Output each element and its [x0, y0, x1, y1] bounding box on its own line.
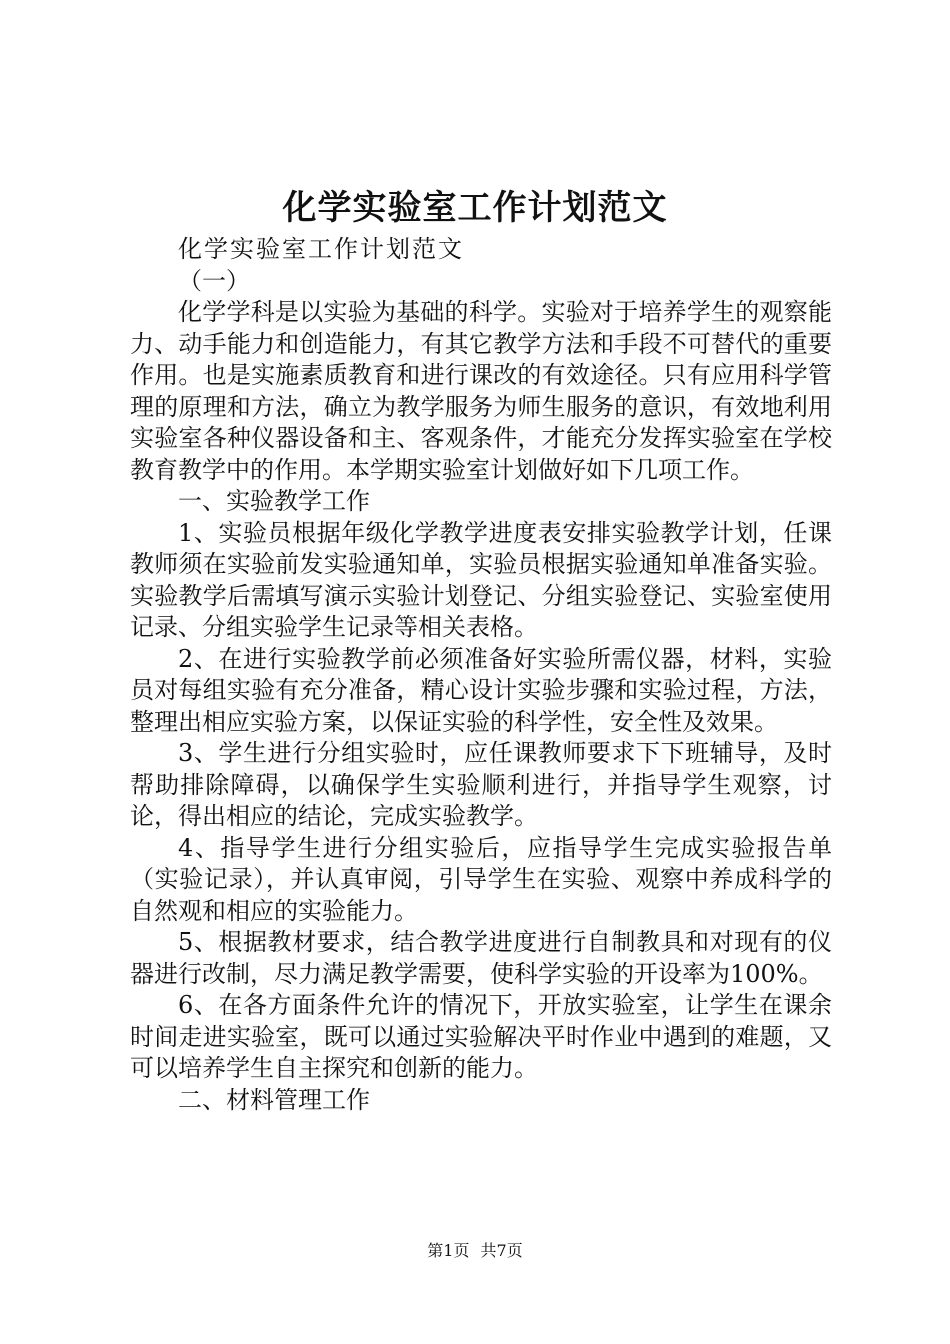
list-item-3: 3、学生进行分组实验时，应任课教师要求下下班辅导，及时帮助排除障碍，以确保学生实验顺利进行，并指导学生观察，讨论，得出相应的结论，完成实验教学。 [130, 739, 832, 830]
page-footer [0, 1240, 950, 1262]
intro-paragraph: 化学学科是以实验为基础的科学。实验对于培养学生的观察能力、动手能力和创造能力，有其它教学方法和手段不可替代的重要作用。也是实施素质教育和进行课改的有效途径。只有应用科学管理的原理和方法，确立为教学服务为师生服务的意识，有效地利用实验室各种仪器设备和主、客观条件，才能充分发挥实验室在学校教育教学中的作用。本学期实验室计划做好如下几项工作。 [130, 298, 832, 484]
list-item-6: 6、在各方面条件允许的情况下，开放实验室，让学生在课余时间走进实验室，既可以通过实验解决平时作业中遇到的难题，又可以培养学生自主探究和创新的能力。 [130, 991, 832, 1082]
list-item-4: 4、指导学生进行分组实验后，应指导学生完成实验报告单（实验记录），并认真审阅，引导学生在实验、观察中养成科学的自然观和相应的实验能力。 [130, 833, 832, 925]
section-heading-2: 二、材料管理工作 [178, 1085, 370, 1114]
page-total: 共7页 [480, 1241, 523, 1260]
section-marker: （一） [178, 266, 250, 295]
page-number: 第1页 [427, 1241, 470, 1260]
document-body [130, 234, 832, 1116]
list-item-5: 5、根据教材要求，结合教学进度进行自制教具和对现有的仪器进行改制，尽力满足教学需要，使科学实验的开设率为100%。 [130, 928, 832, 988]
page-title: 化学实验室工作计划范文 [282, 188, 668, 228]
section-heading-1: 一、实验教学工作 [178, 487, 370, 515]
list-item-2: 2、在进行实验教学前必须准备好实验所需仪器，材料，实验员对每组实验有充分准备，精心设计实验步骤和实验过程，方法，整理出相应实验方案，以保证实验的科学性，安全性及效果。 [130, 644, 832, 736]
list-item-1: 1、实验员根据年级化学教学进度表安排实验教学计划，任课教师须在实验前发实验通知单，实验员根据实验通知单准备实验。实验教学后需填写演示实验计划登记、分组实验登记、实验室使用记录、分组实验学生记录等相关表格。 [130, 518, 832, 641]
subtitle-paragraph: 化学实验室工作计划范文 [178, 235, 464, 263]
